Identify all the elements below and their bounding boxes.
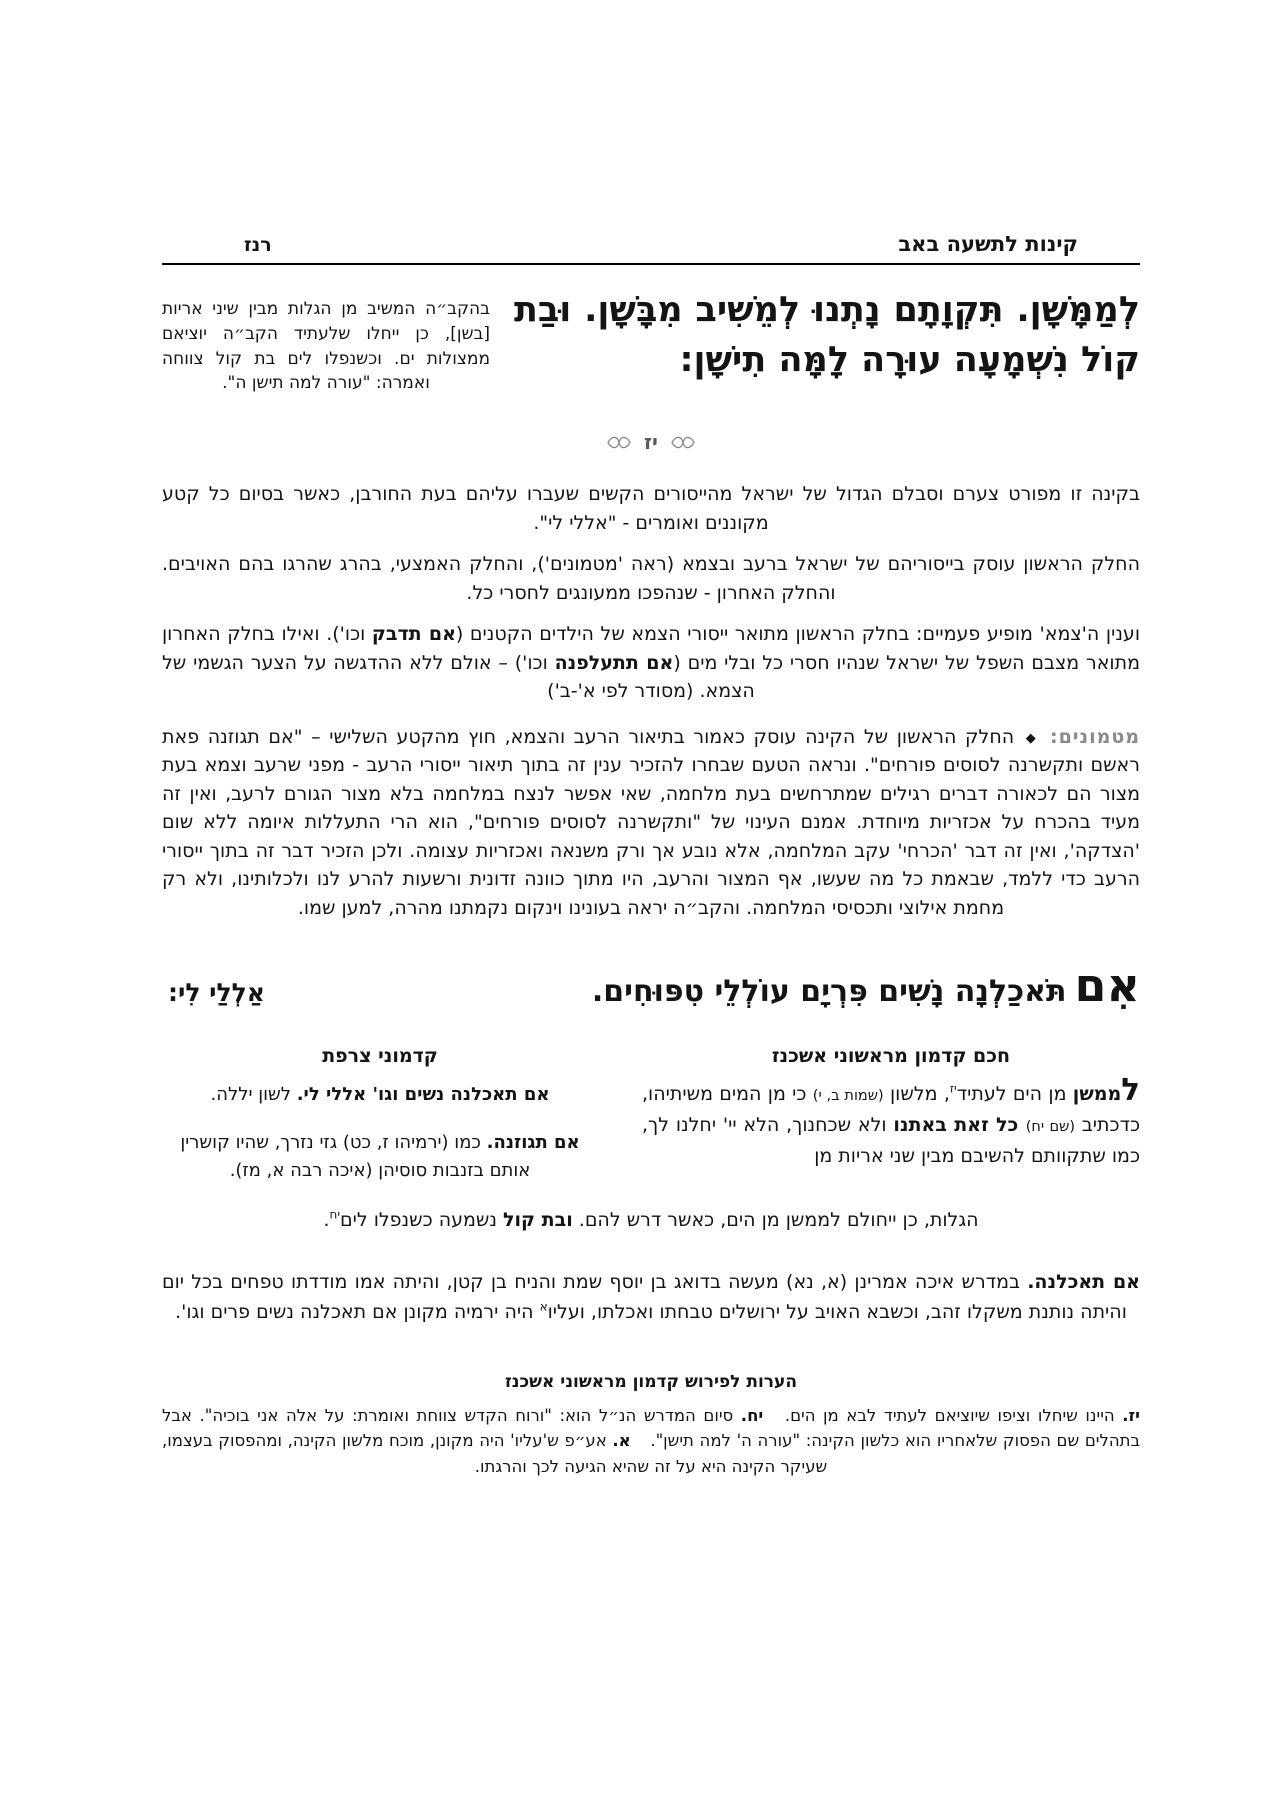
intro-paragraph-2: החלק הראשון עוסק בייסוריהם של ישראל ברעב ובצמא (ראה 'מטמונים'), והחלק האמצעי, בהרג שהרגו בהם האויבים. והחלק האחרון - שנהפכו ממעונגים לחסרי כל. [162,553,1140,604]
commentary-text: מן הים לעתיד [956,1083,1073,1106]
kinah-number: יז [644,430,658,455]
introduction [162,480,1140,922]
verse-first-word: אִם [1074,958,1140,1013]
quoted-verse-words: כל זאת באתנו [893,1114,1026,1137]
intro-paragraph-3-text: וכו') – אולם ללא ההדגשה על הצער הגשמי של הצמא. (מסודר לפי א'-ב') [162,651,755,703]
verse-refrain: אַלְלַי לִי: [168,978,265,1008]
commentary-columns [162,1045,1140,1205]
ashkenaz-column [642,1045,1140,1205]
footnote-a-text: אע״פ ש'עליו' היה מקונן, מוכח מלשון הקינה, ומהפסוק בעצמו, שעיקר הקינה היא על זה שהיא הגיעה לכך והרגתו. [162,1431,828,1477]
kinah-section [162,285,1140,396]
intro-paragraph-4-text: החלק הראשון של הקינה עוסק כאמור בתיאור הרעב והצמא, חוץ מהקטע השלישי – "אם תגוזנה פאת ראשם ותקשרנה לסוסים פורחים". ונראה הטעם שבחרו להזכיר ענין זה בתוך תיאור ייסורי הרעב - מפני שרעב וצמא בעת מצור הם לכאורה דברים רגילים שמתרחשים בעת מלחמה, שאי אפשר לנצח במלחמה בלא מצור הגורם לרעב, ואין זה מעיד בהכרח על אכזריות מיוחדת. אמנם העינוי של "ותקשרנה לסוסים פורחים", הוא הרי התעללות איומה ללא שום 'הצדקה', ואין זה דבר 'הכרחי' עקב המלחמה, אלא נובע אך ורק משנאה ואכזריות עצומה. ולכן הזכיר דבר זה בתוך ייסורי הרעב כדי ללמד, שבאמת כל מה שעשו, אף המצור והרעב, היו מתוך כוונה זדונית ורשעות להרע לנו ולכלותינו, ולא רק מחמת אילוצי ותכסיסי המלחמה. והקב״ה יראה בעונינו וינקום נקמתנו מהרה, למען שמו. [162,725,1140,919]
commentary-text: כמו (ירמיהו ז, כט) גזי נזרך, שהיו קושרין אותם בזנבות סוסיהן (איכה רבה א, מז). [180,1132,531,1182]
bold-phrase: ובת קול [503,1208,573,1231]
source-citation: (שמות ב, י) [812,1088,884,1105]
intro-paragraph-3 [162,620,1140,706]
page-content [162,0,1140,1480]
verse-text: תֹּאכַלְנָה נָשִׁים פִּרְיָם עוֹלְלֵי טִפּוּחִים. [591,974,1067,1010]
midrash-text: במדרש איכה אמרינן (א, נא) מעשה בדואג בן יוסף שמת והניח בן קטן, והיתה אמו מודדתו טפחים בכל יום והיתה נותנת משקלו זהב, וכשבא האויב על ירושלים טבחתו ואכלתו, ועליו [162,1270,1127,1324]
footnote-reference: יז [949,1081,957,1096]
tsarfat-column-header: קדמוני צרפת [322,1045,438,1068]
footnote-reference: יח [329,1207,341,1222]
footnote-a-label: א. [612,1431,631,1451]
ornament-leaf-right-icon [670,434,696,451]
ashkenaz-continuation-line [162,1209,1140,1231]
enlarged-initial-letter: ל [1121,1072,1140,1109]
lead-phrase: אם תאכלנה. [1027,1270,1141,1293]
running-title: קינות לתשעה באב [898,232,1078,256]
quoted-verse-words: אם תתעלפנה [554,651,674,674]
tsarfat-entry-1 [162,1081,598,1109]
lead-phrase: אם תאכלנה נשים וגו' אללי לי. [296,1084,550,1106]
ashkenaz-commentary [642,1072,1140,1172]
kinah-main-text: לְמַמָּשָׁן. תִּקְוָתָם נָתְנוּ לְמֵשִׁיב מִבָּשָׁן. וּבַת קוֹל נִשְׁמָעָה עוּרָה לָמָּה תִישָׁן: [514,290,1140,381]
header-rule [162,263,1140,265]
midrash-paragraph [162,1267,1140,1328]
commentary-text: כי מן המים משיתיהו, כדכתיב [642,1083,1140,1137]
tsarfat-entry-2 [162,1129,598,1185]
page-number: רנז [244,234,272,256]
commentary-text: לשון יללה. [210,1084,297,1106]
footnotes-header: הערות לפירוש קדמון מראשוני אשכנז [504,1371,798,1392]
page-header [162,232,1140,256]
intro-paragraph-4 [162,723,1140,923]
commentary-text: , מלשון [883,1083,950,1106]
footnotes-body [162,1403,1140,1480]
commentary-text: ולא שכחנוך, הלא יי' יחלנו לך, כמו שתקוותם להשיבם מבין שני אריות מן [642,1114,1140,1168]
tsarfat-column [162,1045,598,1205]
commentary-text: הגלות, כן ייחולם לממשן מן הים, כאשר דרש להם. [572,1208,979,1231]
intro-paragraph-3-text: וענין ה'צמא' מופיע פעמיים: בחלק הראשון מתואר ייסורי הצמא של הילדים הקטנים ( [455,623,1140,646]
commentary-text: נשמעה כשנפלו לים [340,1208,504,1231]
source-citation: (שם יח) [1025,1119,1075,1136]
intro-paragraph-1: בקינה זו מפורט צערם וסבלם הגדול של ישראל מהייסורים הקשים שעברו עליהם בעת החורבן, כאשר בסיום כל קטע מקוננים ואומרים - "אללי לי". [162,483,1140,534]
footnote-17-text: היינו שיחלו וציפו שיוציאם לעתיד לבא מן הים. [784,1405,1123,1425]
ornament-leaf-left-icon [606,434,632,451]
kinah-side-note: בהקב״ה המשיב מן הגלות מבין שיני אריות [בשן], כן ייחלו שלעתיד הקב״ה יוציאם ממצולות ים. וכשנפלו לים בת קול צווחה ואמרה: "עורה למה תישן ה". [162,299,490,394]
ashkenaz-column-header: חכם קדמון מראשוני אשכנז [771,1045,1011,1068]
verse-line [162,958,1140,1013]
quoted-verse-words: אם תדבק [371,623,456,646]
section-ornament [162,430,1140,454]
lead-phrase: אם תגוזנה. [486,1132,580,1154]
footnote-18-label: יח. [740,1405,764,1425]
intro-paragraph-3-text: וכו'). ואילו בחלק האחרון מתואר מצבם השפל של ישראל שנהיו חסרי כל ובלי מים ( [162,623,1140,674]
midrash-text: היה ירמיה מקונן אם תאכלנה נשים פרים וגו'. [175,1301,540,1324]
diamond-icon: ◆ [1025,730,1039,746]
footnote-reference: א [539,1299,548,1314]
lead-word: ממשן [1072,1083,1122,1106]
matmunim-label: מטמונים: [1050,725,1140,748]
footnote-17-label: יז. [1122,1405,1140,1425]
commentary-text: . [323,1208,330,1231]
footnote-18-text: סיום המדרש הנ״ל הוא: "ורוח הקדש צווחת ואומרת: על אלה אני בוכיה". אבל בתהלים שם הפסוק שלאחריו הוא כלשון הקינה: "עורה ה' למה תישן". [162,1405,1140,1451]
